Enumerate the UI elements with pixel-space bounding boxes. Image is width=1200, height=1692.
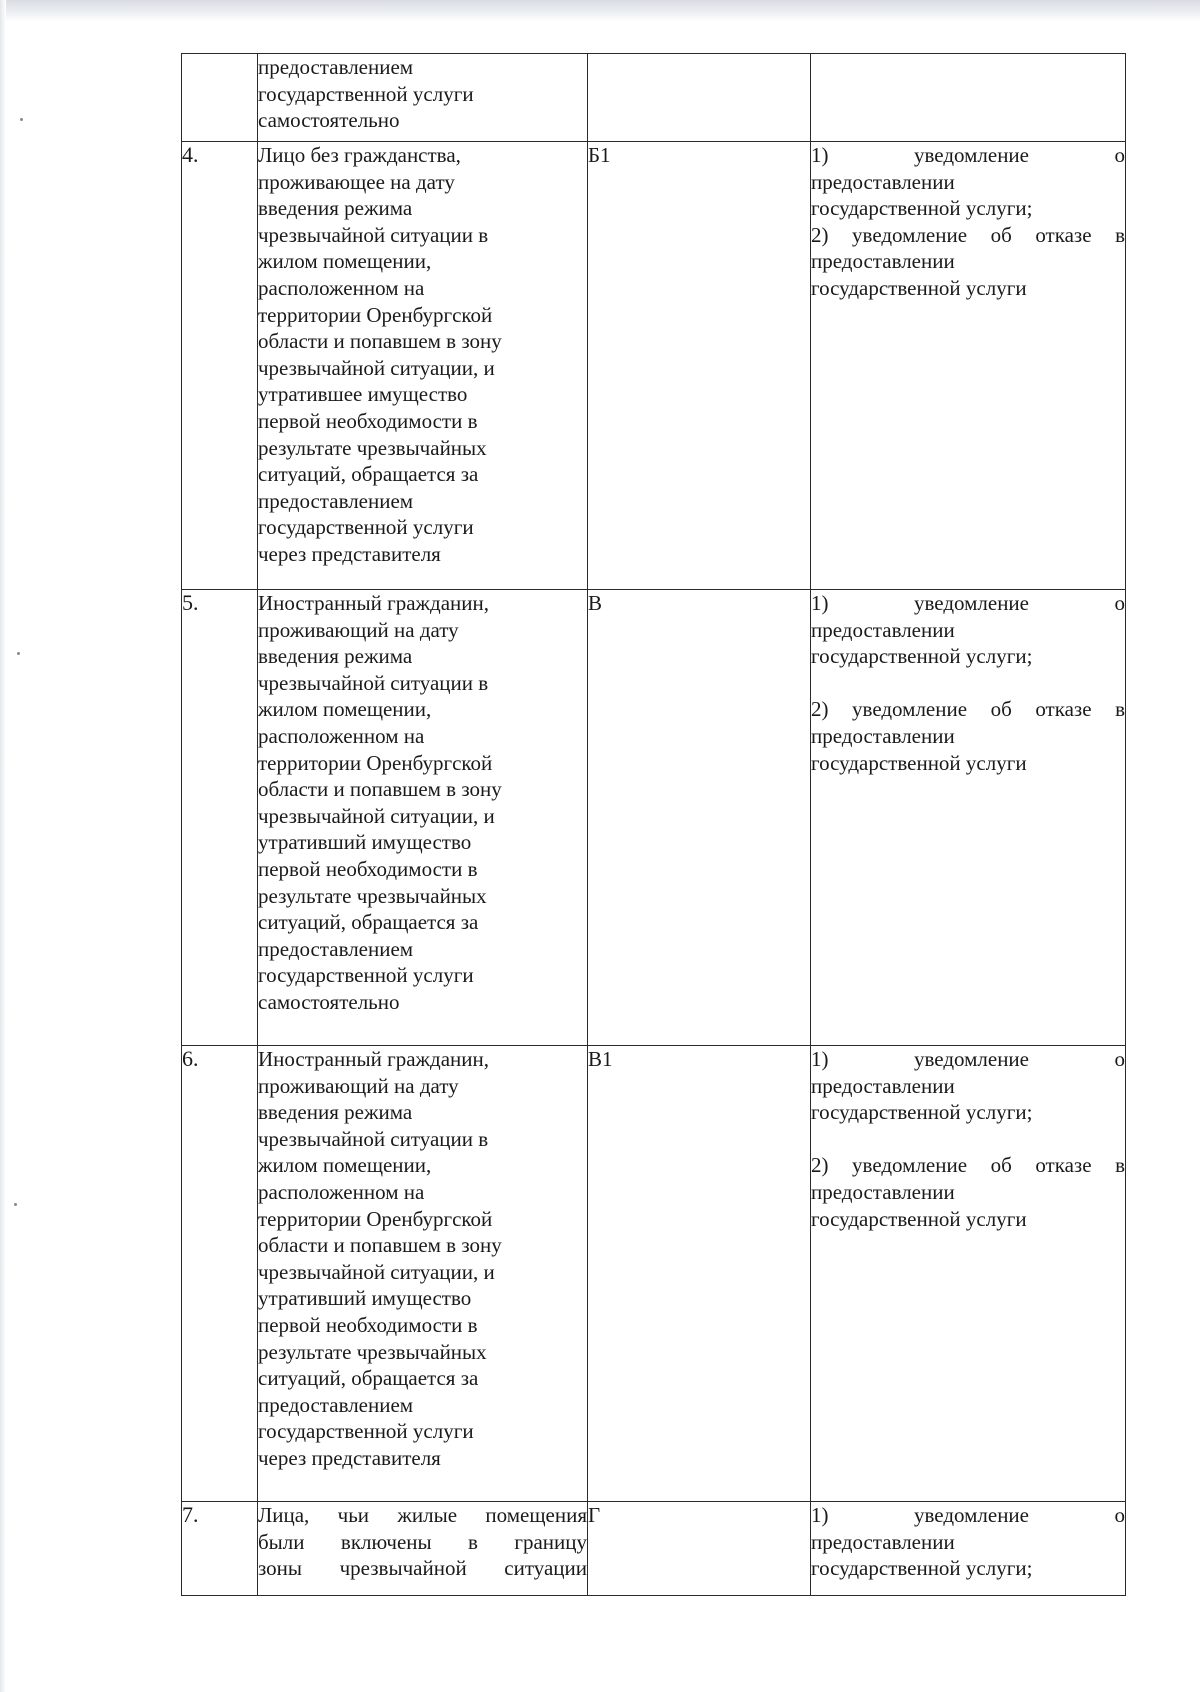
applicant-description-line: утративший имущество <box>258 1286 472 1311</box>
variant-code-cell <box>588 590 811 1046</box>
table-row <box>182 1502 1126 1596</box>
applicant-description-cell <box>258 54 588 142</box>
applicant-description-line: Иностранный гражданин, <box>258 1047 489 1071</box>
row-number: 5. <box>182 590 199 615</box>
result-item-first-line: 2) уведомление об отказе в <box>811 697 1125 722</box>
applicant-description-line: самостоятельно <box>258 989 400 1014</box>
applicant-description-line: предоставлением <box>258 1392 414 1417</box>
result-item-line: государственной услуги; <box>811 196 1033 221</box>
row-number-cell <box>182 142 258 590</box>
applicant-description-cell <box>258 142 588 590</box>
applicant-description-line: расположенном на <box>258 723 425 748</box>
result-item-first-line: 1) уведомление о <box>811 591 1125 615</box>
applicant-description-line: расположенном на <box>258 275 425 300</box>
variant-code-cell <box>588 1046 811 1502</box>
scan-edge-left <box>0 0 6 1692</box>
applicant-description-line: области и попавшем в зону <box>258 1233 502 1258</box>
applicant-description-line: были включены в границу <box>258 1529 587 1554</box>
applicant-description-cell <box>258 1046 588 1502</box>
scan-speck <box>20 118 23 121</box>
applicant-description-line: проживающее на дату <box>258 169 455 194</box>
applicant-description-line: жилом помещении, <box>258 1153 432 1178</box>
applicant-description-line: жилом помещении, <box>258 249 432 274</box>
result-cell <box>811 590 1126 1046</box>
variant-code: Б1 <box>588 143 611 167</box>
variant-code: В1 <box>588 1047 613 1071</box>
result-cell <box>811 142 1126 590</box>
applicant-description-line: через представителя <box>258 541 441 566</box>
result-cell <box>811 1046 1126 1502</box>
result-item-line: предоставлении <box>811 617 955 642</box>
table-row <box>182 1046 1126 1502</box>
result-item-line: государственной услуги; <box>811 1100 1033 1125</box>
applicant-description-line: первой необходимости в <box>258 408 478 433</box>
applicant-description-line: области и попавшем в зону <box>258 777 502 802</box>
applicant-description-line: введения режима <box>258 644 413 669</box>
scan-speck <box>14 1203 17 1206</box>
row-number-cell <box>182 590 258 1046</box>
variant-code: Г <box>588 1503 601 1527</box>
applicant-description-line: государственной услуги <box>258 963 474 988</box>
row-number-cell <box>182 1046 258 1502</box>
result-item-line: предоставлении <box>811 1179 955 1204</box>
applicant-description-line: проживающий на дату <box>258 617 459 642</box>
row-number: 4. <box>182 142 199 167</box>
applicant-description-line: территории Оренбургской <box>258 1206 493 1231</box>
applicant-description-line: чрезвычайной ситуации, и <box>258 1259 495 1284</box>
applicant-description-line: чрезвычайной ситуации, и <box>258 355 495 380</box>
result-cell <box>811 54 1126 142</box>
row-number-cell <box>182 1502 258 1596</box>
applicant-description-line: Иностранный гражданин, <box>258 591 489 615</box>
applicant-description-line: самостоятельно <box>258 108 400 133</box>
applicant-description-line: государственной услуги <box>258 1419 474 1444</box>
result-item-line: государственной услуги <box>811 1206 1027 1231</box>
applicant-description-line: Лица, чьи жилые помещения <box>258 1503 587 1527</box>
result-cell <box>811 1502 1126 1596</box>
applicant-description-line: результате чрезвычайных <box>258 883 487 908</box>
applicant-description-line: утративший имущество <box>258 830 472 855</box>
result-item-line: предоставлении <box>811 723 955 748</box>
applicant-description-line: ситуаций, обращается за <box>258 1366 479 1391</box>
applicant-description-line: территории Оренбургской <box>258 750 493 775</box>
applicant-description-line: чрезвычайной ситуации, и <box>258 803 495 828</box>
result-item-first-line: 2) уведомление об отказе в <box>811 1153 1125 1178</box>
result-item-line: государственной услуги <box>811 750 1027 775</box>
applicant-description-line: результате чрезвычайных <box>258 1339 487 1364</box>
applicant-description-line: через представителя <box>258 1445 441 1470</box>
applicant-description-line: введения режима <box>258 196 413 221</box>
scan-edge-top <box>0 0 1200 22</box>
applicant-description-line: ситуаций, обращается за <box>258 462 479 487</box>
applicant-description-cell <box>258 1502 588 1596</box>
scan-speck <box>17 652 20 655</box>
result-item-line: предоставлении <box>811 169 955 194</box>
services-table <box>181 53 1126 1596</box>
applicant-description-line: расположенном на <box>258 1179 425 1204</box>
paragraph-gap <box>811 670 1125 697</box>
result-item-line: государственной услуги <box>811 275 1027 300</box>
result-item-first-line: 1) уведомление о <box>811 1503 1125 1527</box>
applicant-description-line: результате чрезвычайных <box>258 435 487 460</box>
result-item-first-line: 2) уведомление об отказе в <box>811 222 1125 247</box>
row-number: 7. <box>182 1502 199 1527</box>
result-item-line: государственной услуги; <box>811 644 1033 669</box>
applicant-description-cell <box>258 590 588 1046</box>
result-item-first-line: 1) уведомление о <box>811 1047 1125 1071</box>
variant-code: В <box>588 591 603 615</box>
applicant-description-line: государственной услуги <box>258 81 474 106</box>
applicant-description-line: предоставлением <box>258 936 414 961</box>
variant-code-cell <box>588 142 811 590</box>
result-item-line: предоставлении <box>811 1529 955 1554</box>
applicant-description-line: чрезвычайной ситуации в <box>258 670 489 695</box>
applicant-description-line: Лицо без гражданства, <box>258 143 461 167</box>
applicant-description-line: утратившее имущество <box>258 382 468 407</box>
variant-code-cell <box>588 1502 811 1596</box>
applicant-description-line: проживающий на дату <box>258 1073 459 1098</box>
applicant-description-line: территории Оренбургской <box>258 302 493 327</box>
applicant-description-line: зоны чрезвычайной ситуации <box>258 1556 587 1581</box>
paragraph-gap <box>811 1126 1125 1153</box>
table-row <box>182 590 1126 1046</box>
result-item-line: государственной услуги; <box>811 1556 1033 1581</box>
table-row <box>182 54 1126 142</box>
table-row <box>182 142 1126 590</box>
applicant-description-line: введения режима <box>258 1100 413 1125</box>
applicant-description-line: чрезвычайной ситуации в <box>258 222 489 247</box>
row-number-cell <box>182 54 258 142</box>
applicant-description-line: области и попавшем в зону <box>258 329 502 354</box>
applicant-description-line: жилом помещении, <box>258 697 432 722</box>
row-number: 6. <box>182 1046 199 1071</box>
table-body <box>182 54 1126 1596</box>
applicant-description-line: ситуаций, обращается за <box>258 910 479 935</box>
result-item-line: предоставлении <box>811 1073 955 1098</box>
applicant-description-line: государственной услуги <box>258 515 474 540</box>
applicant-description-line: первой необходимости в <box>258 1312 478 1337</box>
result-item-line: предоставлении <box>811 249 955 274</box>
variant-code-cell <box>588 54 811 142</box>
applicant-description-line: предоставлением <box>258 488 414 513</box>
applicant-description-line: первой необходимости в <box>258 856 478 881</box>
result-item-first-line: 1) уведомление о <box>811 143 1125 167</box>
applicant-description-line: чрезвычайной ситуации в <box>258 1126 489 1151</box>
applicant-description-line: предоставлением <box>258 55 414 79</box>
